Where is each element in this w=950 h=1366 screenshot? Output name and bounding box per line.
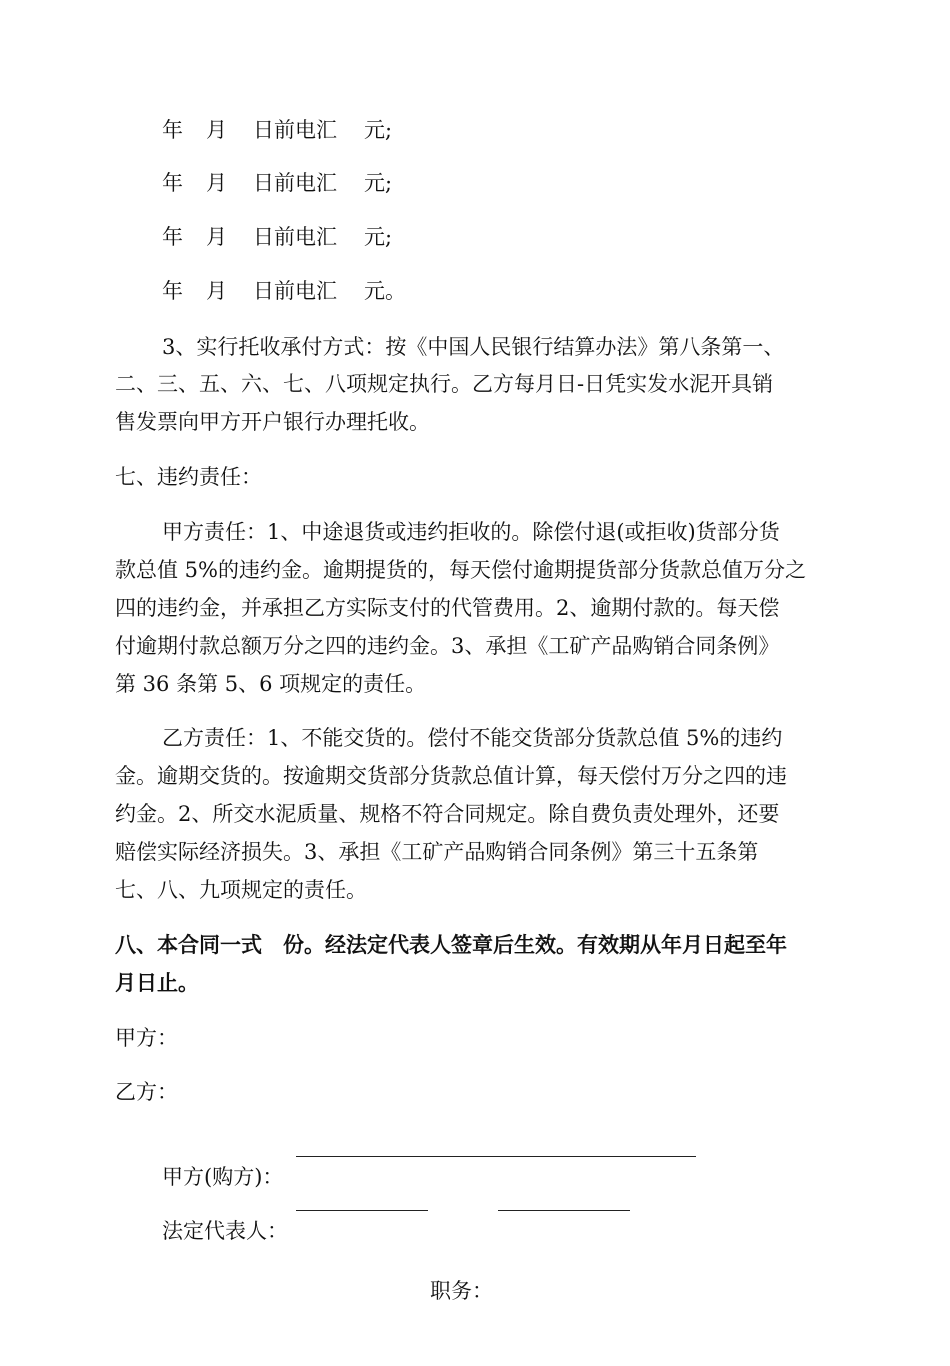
year-label: 年 <box>162 171 183 195</box>
party-b-duty-line-3: 约金。2、所交水泥质量、规格不符合同规定。除自费负责处理外，还要 <box>115 802 780 826</box>
day-remit-label: 日前电汇 <box>253 171 337 195</box>
legal-rep-signature-line <box>0 1186 950 1303</box>
clause3-line-3: 售发票向甲方开户银行办理托收。 <box>115 410 430 434</box>
buyer-label: 甲方(购方)： <box>162 1165 284 1189</box>
section8-line-2: 月日止。 <box>115 971 199 995</box>
party-a-duty-line-3: 四的违约金，并承担乙方实际支付的代管费用。2、逾期付款的。每天偿 <box>115 596 780 620</box>
buyer-name-field[interactable] <box>296 1134 696 1157</box>
month-label: 月 <box>206 118 227 142</box>
year-label: 年 <box>162 279 183 303</box>
buyer-signature-line <box>0 1132 950 1189</box>
yuan-label: 元; <box>364 118 393 142</box>
party-a-label: 甲方： <box>115 1026 178 1050</box>
day-remit-label: 日前电汇 <box>253 225 337 249</box>
party-b-duty-line-5: 七、八、九项规定的责任。 <box>115 878 367 902</box>
position-field[interactable] <box>498 1188 630 1211</box>
position-label: 职务： <box>430 1279 493 1303</box>
year-label: 年 <box>162 118 183 142</box>
party-a-duty-line-1: 甲方责任：1、中途退货或违约拒收的。除偿付退(或拒收)货部分货 <box>162 520 780 544</box>
section7-heading: 七、违约责任： <box>115 465 262 489</box>
legal-rep-label: 法定代表人： <box>162 1219 288 1243</box>
month-label: 月 <box>206 279 227 303</box>
legal-rep-name-field[interactable] <box>296 1188 428 1211</box>
remittance-line-3 <box>0 222 950 252</box>
party-b-duty-line-1: 乙方责任：1、不能交货的。偿付不能交货部分货款总值 5%的违约 <box>162 726 783 750</box>
yuan-label: 元; <box>364 171 393 195</box>
month-label: 月 <box>206 225 227 249</box>
yuan-label: 元; <box>364 225 393 249</box>
section8-line-1: 八、本合同一式 份。经法定代表人签章后生效。有效期从年月日起至年 <box>115 933 787 957</box>
yuan-label: 元。 <box>364 279 406 303</box>
remittance-line-4 <box>0 276 950 306</box>
party-a-duty-line-5: 第 36 条第 5、6 项规定的责任。 <box>115 672 427 696</box>
party-a-duty-line-4: 付逾期付款总额万分之四的违约金。3、承担《工矿产品购销合同条例》 <box>115 634 780 658</box>
remittance-line-2 <box>0 168 950 198</box>
year-label: 年 <box>162 225 183 249</box>
month-label: 月 <box>206 171 227 195</box>
clause3-line-1: 3、实行托收承付方式：按《中国人民银行结算办法》第八条第一、 <box>162 335 785 359</box>
party-b-label: 乙方： <box>115 1080 178 1104</box>
remittance-line-1 <box>0 115 950 145</box>
clause3-line-2: 二、三、五、六、七、八项规定执行。乙方每月日-日凭实发水泥开具销 <box>115 372 774 396</box>
party-a-duty-line-2: 款总值 5%的违约金。逾期提货的，每天偿付逾期提货部分货款总值万分之 <box>115 558 806 582</box>
day-remit-label: 日前电汇 <box>253 118 337 142</box>
party-b-duty-line-4: 赔偿实际经济损失。3、承担《工矿产品购销合同条例》第三十五条第 <box>115 840 759 864</box>
day-remit-label: 日前电汇 <box>253 279 337 303</box>
party-b-duty-line-2: 金。逾期交货的。按逾期交货部分货款总值计算，每天偿付万分之四的违 <box>115 764 787 788</box>
